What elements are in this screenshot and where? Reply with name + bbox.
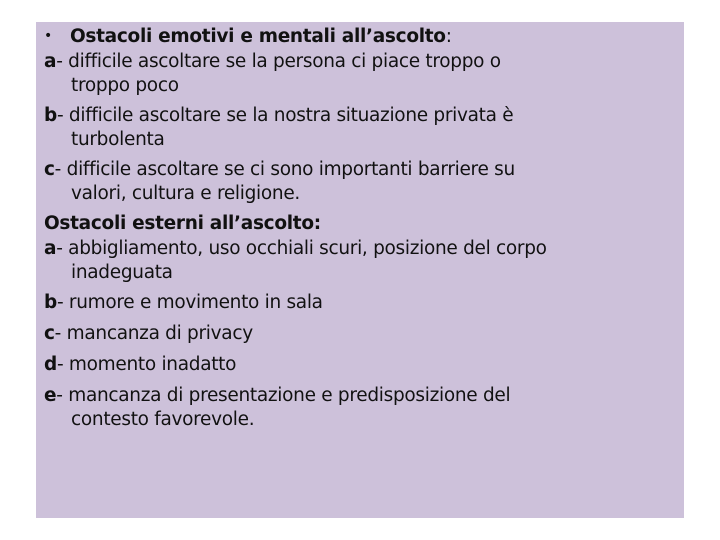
- item-text: difficile ascoltare se ci sono importanti barriere su: [66, 159, 515, 180]
- item-text-continuation: troppo poco: [71, 75, 179, 96]
- heading-text: Ostacoli emotivi e mentali all’ascolto: [70, 26, 446, 47]
- heading-colon: :: [445, 26, 452, 47]
- item-text: difficile ascoltare se la nostra situazione privata è: [68, 105, 514, 126]
- item-text: abbigliamento, uso occhiali scuri, posizione del corpo: [68, 238, 547, 259]
- item-letter: a: [44, 238, 57, 259]
- list-item: [44, 290, 676, 315]
- item-separator: -: [54, 159, 67, 180]
- item-text: momento inadatto: [68, 354, 237, 375]
- item-text: rumore e movimento in sala: [68, 292, 323, 313]
- item-letter: c: [44, 323, 55, 344]
- slide-text: [44, 24, 676, 431]
- item-letter: e: [44, 385, 57, 406]
- list-item: [44, 49, 676, 97]
- item-separator: -: [56, 385, 69, 406]
- item-separator: -: [56, 51, 69, 72]
- list-item: [44, 383, 676, 431]
- item-text-continuation: inadeguata: [71, 262, 173, 283]
- item-letter: b: [44, 105, 57, 126]
- item-text: mancanza di privacy: [66, 323, 253, 344]
- item-letter: d: [44, 354, 57, 375]
- item-separator: -: [56, 354, 69, 375]
- item-separator: -: [56, 105, 69, 126]
- bullet-icon: •: [44, 28, 52, 44]
- item-letter: c: [44, 159, 55, 180]
- list-item: [44, 103, 676, 151]
- item-text-continuation: contesto favorevole.: [71, 409, 255, 430]
- item-text: mancanza di presentazione e predisposizione del: [68, 385, 511, 406]
- list-item: [44, 321, 676, 346]
- list-item: [44, 352, 676, 377]
- list-item: [44, 236, 676, 284]
- item-letter: a: [44, 51, 57, 72]
- item-text-continuation: turbolenta: [71, 129, 165, 150]
- item-text-continuation: valori, cultura e religione.: [71, 183, 301, 204]
- item-separator: -: [54, 323, 67, 344]
- list-item: [44, 157, 676, 205]
- item-separator: -: [56, 238, 69, 259]
- section-heading-external: Ostacoli esterni all’ascolto:: [44, 213, 321, 234]
- item-text: difficile ascoltare se la persona ci piace troppo o: [68, 51, 501, 72]
- item-separator: -: [56, 292, 69, 313]
- section-heading-emotional: [44, 24, 676, 49]
- item-letter: b: [44, 292, 57, 313]
